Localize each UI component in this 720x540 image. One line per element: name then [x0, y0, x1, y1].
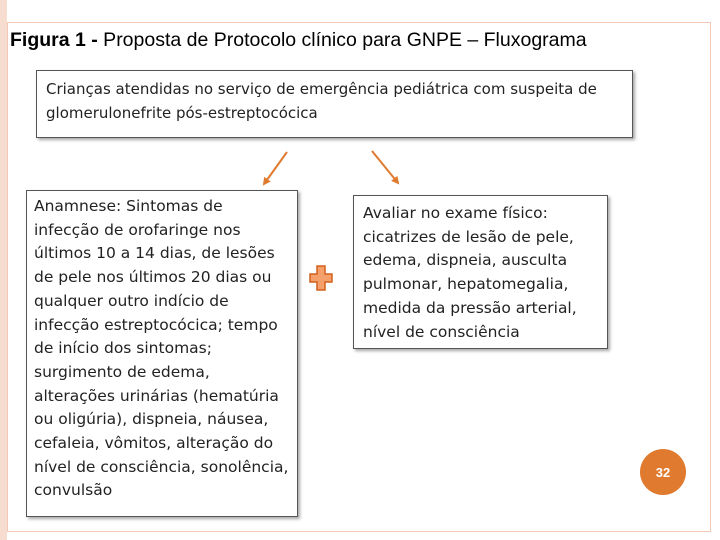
- figure-caption: Proposta de Protocolo clínico para GNPE – Fluxograma: [97, 29, 587, 51]
- plus-icon: [309, 265, 333, 291]
- flow-box-start: Crianças atendidas no serviço de emergência pediátrica com suspeita de glomerulonefrite pós-estreptocócica: [36, 70, 633, 138]
- arrow-down-left-icon: [264, 152, 287, 184]
- arrow-down-right-icon: [372, 151, 398, 183]
- figure-label: Figura 1 -: [10, 29, 98, 51]
- flow-box-anamnesis: Anamnese: Sintomas de infecção de orofaringe nos últimos 10 a 14 dias, de lesões de pele nos últimos 20 dias ou qualquer outro indício de infecção estreptocócica; tempo de início dos sintomas; surgimento de edema, alterações urinárias (hematúria ou oligúria), dispneia, náusea, cefaleia, vômitos, alteração do nível de consciência, sonolência, convulsão: [26, 190, 298, 517]
- flow-box-physical-exam: Avaliar no exame físico: cicatrizes de lesão de pele, edema, dispneia, ausculta pulmonar, hepatomegalia, medida da pressão arterial, nível de consciência: [353, 195, 608, 349]
- page-number-badge: 32: [640, 449, 686, 495]
